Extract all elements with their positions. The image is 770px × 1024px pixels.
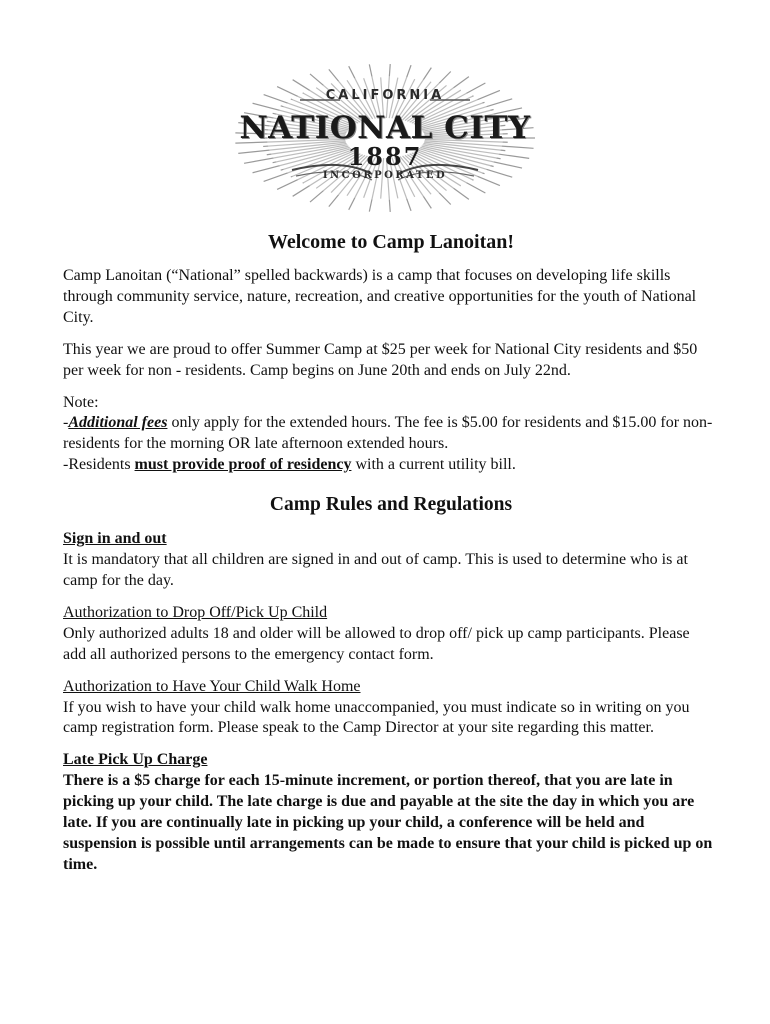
document-body <box>63 228 713 876</box>
additional-fees-emphasis: Additional fees <box>68 414 168 432</box>
page-title: Welcome to Camp Lanoitan! <box>267 231 515 253</box>
section-title: Sign in and out <box>63 530 167 548</box>
section-body: There is a $5 charge for each 15-minute increment, or portion thereof, that you are late in picking up your child. The late charge is due and payable at the site the day in which you are late. If you are continually late in picking up your child, a conference will be held and suspension is possible until arrangements can be made to ensure that your child is picked up on time. <box>63 772 713 873</box>
note-line2-prefix: -Residents <box>63 456 135 474</box>
logo-year-text: 1887 <box>347 142 423 171</box>
proof-of-residency-emphasis: must provide proof of residency <box>134 456 352 474</box>
national-city-logo <box>222 62 548 214</box>
section-title: Authorization to Have Your Child Walk Home <box>63 677 361 695</box>
note-line2-text: with a current utility bill. <box>351 456 516 474</box>
note-heading: Note: <box>63 393 99 411</box>
section-body: If you wish to have your child walk home unaccompanied, you must indicate so in writing on you camp registration form. Please speak to the Camp Director at your site regarding this matter. <box>63 698 690 737</box>
section-authorization-drop-off <box>63 603 713 666</box>
logo-incorporated-text: INCORPORATED <box>322 170 448 181</box>
section-title: Late Pick Up Charge <box>63 751 208 769</box>
section-body: It is mandatory that all children are signed in and out of camp. This is used to determine who is at camp for the day. <box>63 551 688 589</box>
section-sign-in-out <box>63 529 713 592</box>
logo-california-text: CALIFORNIA <box>325 88 445 103</box>
note-block <box>63 393 713 477</box>
section-walk-home <box>63 677 713 740</box>
section-late-pick-up <box>63 750 713 875</box>
rules-title: Camp Rules and Regulations <box>269 494 513 516</box>
logo-national-city-text: NATIONAL CITY <box>239 110 531 146</box>
section-body: Only authorized adults 18 and older will be allowed to drop off/ pick up camp participants. Please add all authorized persons to the emergency contact form. <box>63 624 690 663</box>
intro-paragraph: Camp Lanoitan (“National” spelled backwards) is a camp that focuses on developing life skills through community service, nature, recreation, and creative opportunities for the youth of National City. <box>63 267 697 326</box>
note-line1-text: only apply for the extended hours. The fee is $5.00 for residents and $15.00 for non-residents for the morning OR late afternoon extended hours. <box>63 414 713 453</box>
section-title: Authorization to Drop Off/Pick Up Child <box>63 603 328 621</box>
pricing-paragraph: This year we are proud to offer Summer Camp at $25 per week for National City residents and $50 per week for non - residents. Camp begins on June 20th and ends on July 22nd. <box>63 340 698 379</box>
note-line1-prefix: - <box>63 414 69 432</box>
